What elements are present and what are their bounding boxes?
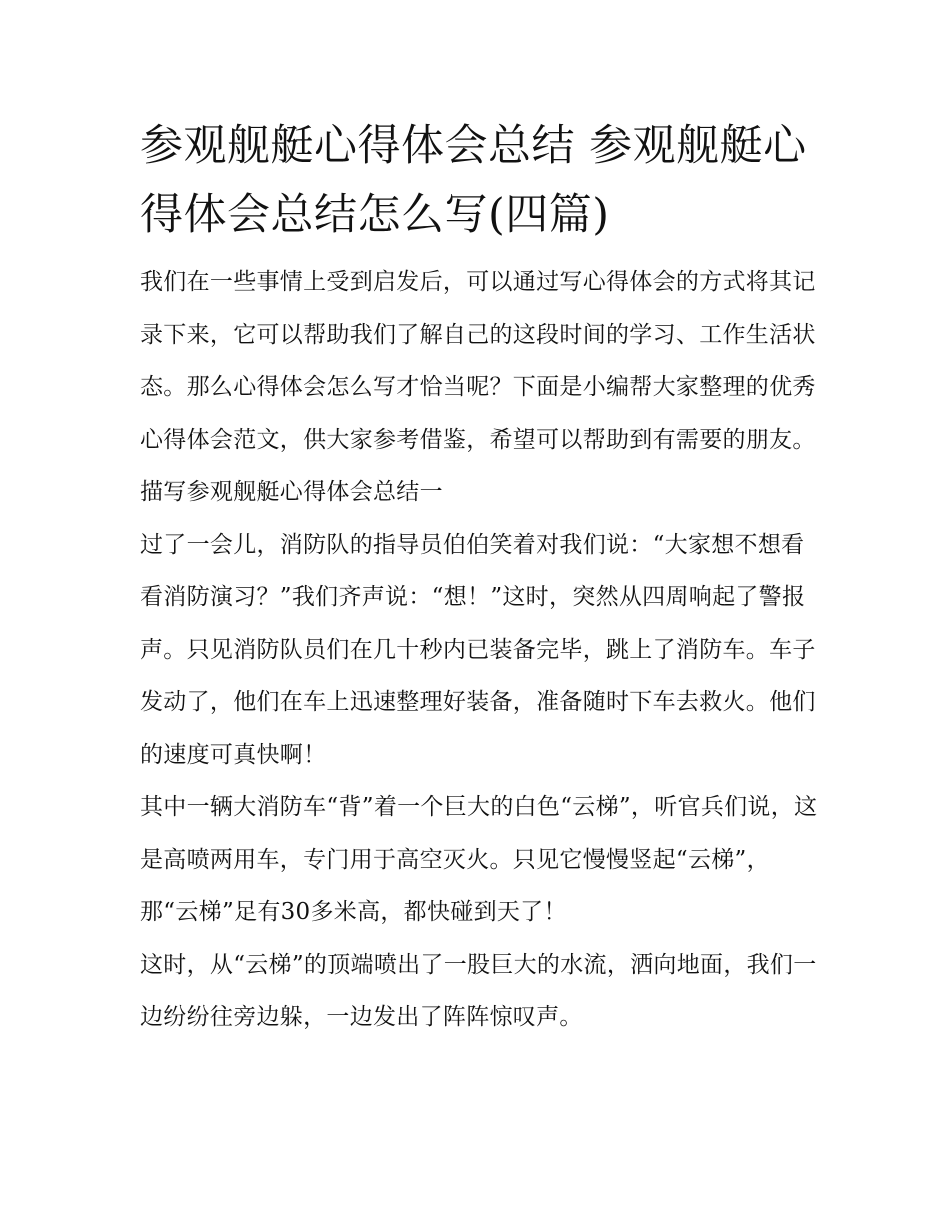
body-paragraph: 其中一辆大消防车“背”着一个巨大的白色“云梯”，听官兵们说，这是高喷两用车，专门用于高空灭火。只见它慢慢竖起“云梯”，那“云梯”足有30多米高，都快碰到天了！	[140, 794, 818, 925]
intro-paragraph: 我们在一些事情上受到启发后，可以通过写心得体会的方式将其记录下来，它可以帮助我们了解自己的这段时间的学习、工作生活状态。那么心得体会怎么写才恰当呢？下面是小编帮大家整理的优秀心得体会范文，供大家参考借鉴，希望可以帮助到有需要的朋友。	[140, 269, 816, 453]
body-paragraph: 这时，从“云梯”的顶端喷出了一股巨大的水流，洒向地面，我们一边纷纷往旁边躲，一边发出了阵阵惊叹声。	[140, 951, 817, 1030]
document-body	[140, 112, 820, 1044]
section-heading: 描写参观舰艇心得体会总结一	[140, 479, 443, 505]
document-title: 参观舰艇心得体会总结 参观舰艇心得体会总结怎么写(四篇)	[140, 121, 807, 240]
body-paragraph: 过了一会儿，消防队的指导员伯伯笑着对我们说：“大家想不想看看消防演习？”我们齐声说：“想！”这时，突然从四周响起了警报声。只见消防队员们在几十秒内已装备完毕，跳上了消防车。车子发动了，他们在车上迅速整理好装备，准备随时下车去救火。他们的速度可真快啊！	[140, 531, 816, 768]
